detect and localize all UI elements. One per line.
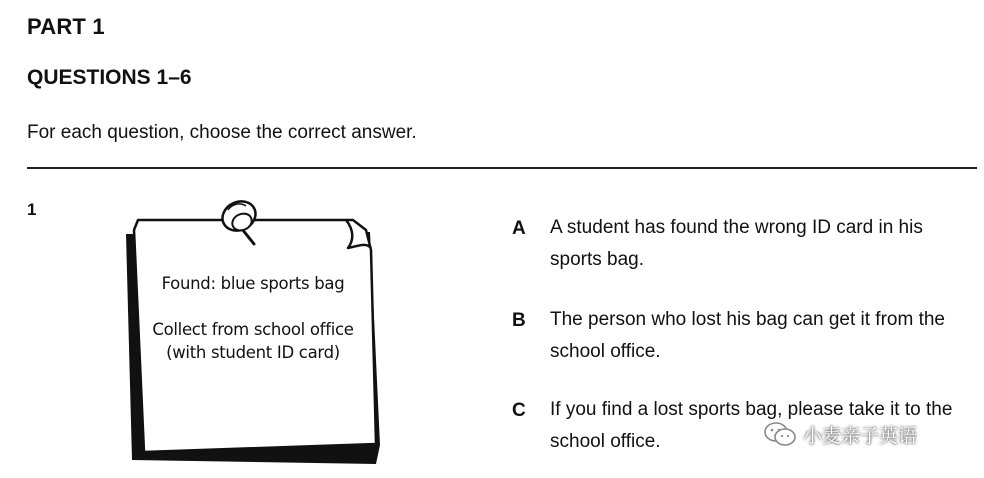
- option-letter: B: [512, 310, 526, 331]
- watermark: [763, 420, 917, 448]
- wechat-icon: [763, 420, 797, 448]
- notice-image: [118, 190, 388, 472]
- option-letter: C: [512, 400, 526, 421]
- instruction-text: For each question, choose the correct answer.: [27, 122, 417, 143]
- option-text: If you find a lost sports bag, please take it to the school office.: [550, 399, 953, 452]
- questions-title: QUESTIONS 1–6: [27, 66, 192, 89]
- notice-line-collect: Collect from school office: [152, 320, 354, 339]
- notice-line-found: Found: blue sports bag: [161, 274, 345, 293]
- divider: [27, 167, 977, 169]
- notice-line-id: (with student ID card): [166, 343, 340, 362]
- option-text: The person who lost his bag can get it from the school office.: [550, 309, 945, 362]
- watermark-text: 小麦亲子英语: [803, 424, 918, 447]
- part-title: PART 1: [27, 14, 105, 39]
- question-number: 1: [27, 200, 37, 219]
- option-text: A student has found the wrong ID card in his sports bag.: [550, 217, 923, 270]
- option-letter: A: [512, 218, 526, 239]
